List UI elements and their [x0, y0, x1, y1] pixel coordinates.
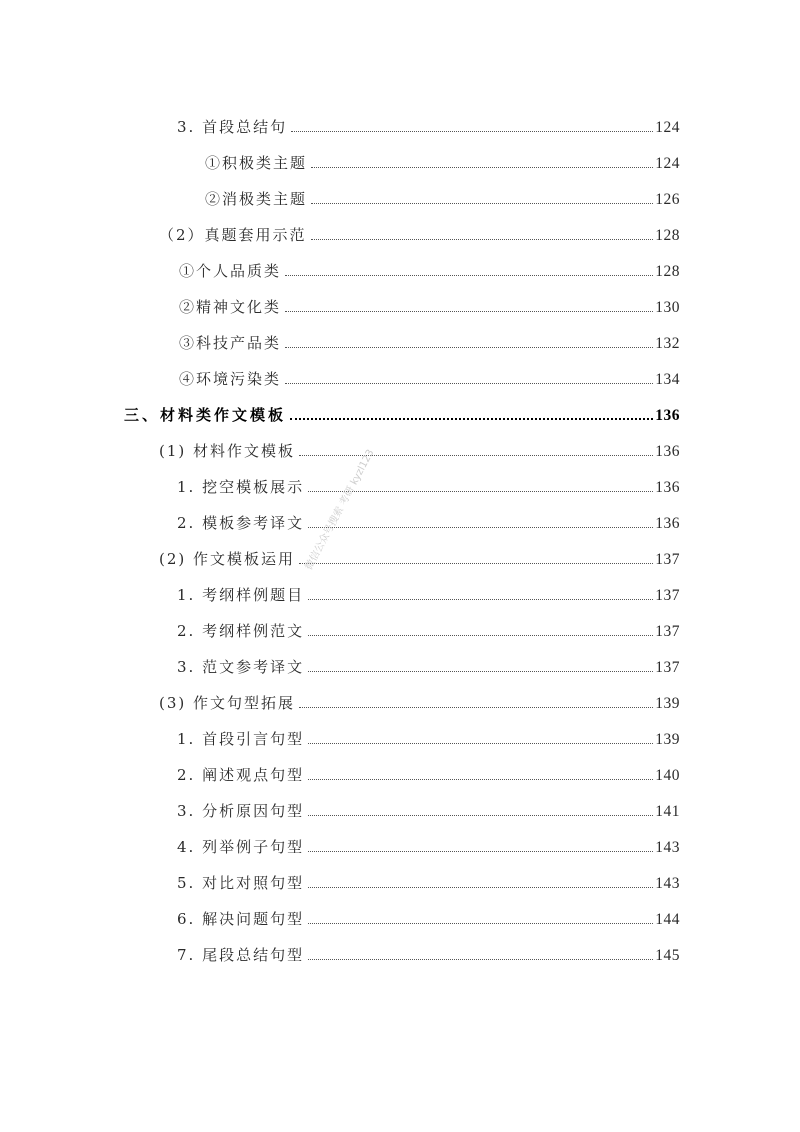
toc-entry-page: 139	[655, 730, 680, 748]
toc-entry-page: 136	[655, 514, 680, 532]
dot-leader	[308, 851, 653, 852]
toc-entry[interactable]	[177, 901, 680, 927]
toc-entry-page: 141	[655, 802, 680, 820]
dot-leader	[291, 131, 653, 132]
dot-leader	[285, 347, 653, 348]
toc-entry[interactable]	[205, 145, 680, 171]
dot-leader	[308, 491, 653, 492]
dot-leader	[311, 167, 653, 168]
toc-entry-label: (2) 作文模板运用	[159, 550, 296, 568]
toc-entry-page: 144	[655, 910, 680, 928]
toc-entry-label: 3. 分析原因句型	[177, 802, 305, 820]
toc-entry[interactable]	[177, 757, 680, 783]
toc-entry-page: 137	[655, 658, 680, 676]
toc-entry-label: 7. 尾段总结句型	[177, 946, 305, 964]
dot-leader	[308, 959, 653, 960]
toc-entry-label: ②精神文化类	[179, 298, 282, 316]
toc-entry-label: 4. 列举例子句型	[177, 838, 305, 856]
dot-leader	[311, 239, 654, 240]
toc-chapter-entry[interactable]	[124, 397, 680, 423]
toc-entry-label: 6. 解决问题句型	[177, 910, 305, 928]
toc-entry-page: 134	[655, 370, 680, 388]
dot-leader	[308, 635, 653, 636]
toc-entry-page: 137	[655, 622, 680, 640]
toc-entry[interactable]	[177, 721, 680, 747]
toc-entry[interactable]	[177, 793, 680, 819]
dot-leader	[285, 275, 653, 276]
toc-entry-label: 5. 对比对照句型	[177, 874, 305, 892]
toc-entry-label: (1) 材料作文模板	[159, 442, 296, 460]
toc-entry-page: 136	[655, 478, 680, 496]
toc-entry-page: 128	[655, 262, 680, 280]
toc-entry-label: ①积极类主题	[205, 154, 308, 172]
dot-leader	[308, 527, 653, 528]
toc-entry-label: 2. 阐述观点句型	[177, 766, 305, 784]
toc-entry[interactable]	[177, 829, 680, 855]
toc-entry-page: 124	[655, 118, 680, 136]
toc-entry[interactable]	[177, 937, 680, 963]
toc-entry-page: 143	[655, 838, 680, 856]
toc-entry[interactable]	[177, 469, 680, 495]
toc-entry[interactable]	[177, 865, 680, 891]
toc-entry-label: 1. 挖空模板展示	[177, 478, 305, 496]
toc-entry[interactable]	[179, 361, 680, 387]
toc-entry[interactable]	[177, 613, 680, 639]
toc-entry-label: 2. 考纲样例范文	[177, 622, 305, 640]
toc-entry[interactable]	[205, 181, 680, 207]
toc-entry-label: 1. 首段引言句型	[177, 730, 305, 748]
dot-leader	[308, 923, 653, 924]
toc-entry-label: ③科技产品类	[179, 334, 282, 352]
toc-entry[interactable]	[177, 649, 680, 675]
toc-entry-page: 139	[655, 694, 680, 712]
toc-entry-page: 136	[655, 442, 680, 460]
toc-entry-label: 1. 考纲样例题目	[177, 586, 305, 604]
dot-leader	[308, 671, 653, 672]
toc-entry-page: 140	[655, 766, 680, 784]
toc-entry[interactable]	[159, 685, 680, 711]
toc-entry-label: ①个人品质类	[179, 262, 282, 280]
dot-leader	[299, 707, 653, 708]
toc-entry-label: 2. 模板参考译文	[177, 514, 305, 532]
toc-entry[interactable]	[159, 217, 680, 243]
toc-entry-label: 3. 范文参考译文	[177, 658, 305, 676]
dot-leader	[285, 383, 653, 384]
toc-entry-page: 137	[655, 550, 680, 568]
toc-entry-page: 130	[655, 298, 680, 316]
toc-entry-page: 136	[655, 406, 680, 424]
dot-leader	[308, 599, 653, 600]
toc-entry-page: 128	[655, 226, 680, 244]
dot-leader	[308, 779, 653, 780]
toc-entry-label: 3. 首段总结句	[177, 118, 288, 136]
dot-leader	[299, 455, 653, 456]
toc-entry[interactable]	[179, 253, 680, 279]
dot-leader	[308, 743, 653, 744]
toc-entry[interactable]	[177, 505, 680, 531]
toc-entry-page: 143	[655, 874, 680, 892]
dot-leader	[308, 815, 653, 816]
toc-entry-page: 132	[655, 334, 680, 352]
toc-entry[interactable]	[179, 325, 680, 351]
toc-entry[interactable]	[177, 577, 680, 603]
dot-leader	[311, 203, 653, 204]
dot-leader	[285, 311, 653, 312]
toc-entry-label: ④环境污染类	[179, 370, 282, 388]
dot-leader	[299, 563, 653, 564]
toc-entry-page: 126	[655, 190, 680, 208]
toc-entry-page: 145	[655, 946, 680, 964]
toc-entry-label: （2）真题套用示范	[159, 226, 307, 244]
watermark-text: 微信公众号搜索 考研 kyzl123	[303, 447, 377, 573]
dot-leader	[290, 418, 653, 420]
toc-entry[interactable]	[159, 541, 680, 567]
toc-entry[interactable]	[177, 109, 680, 135]
toc-entry[interactable]	[159, 433, 680, 459]
toc-entry-page: 137	[655, 586, 680, 604]
toc-entry-label: (3) 作文句型拓展	[159, 694, 296, 712]
toc-entry-page: 124	[655, 154, 680, 172]
dot-leader	[308, 887, 653, 888]
toc-entry[interactable]	[179, 289, 680, 315]
toc-entry-label: ②消极类主题	[205, 190, 308, 208]
toc-entry-label: 三、材料类作文模板	[124, 406, 287, 424]
